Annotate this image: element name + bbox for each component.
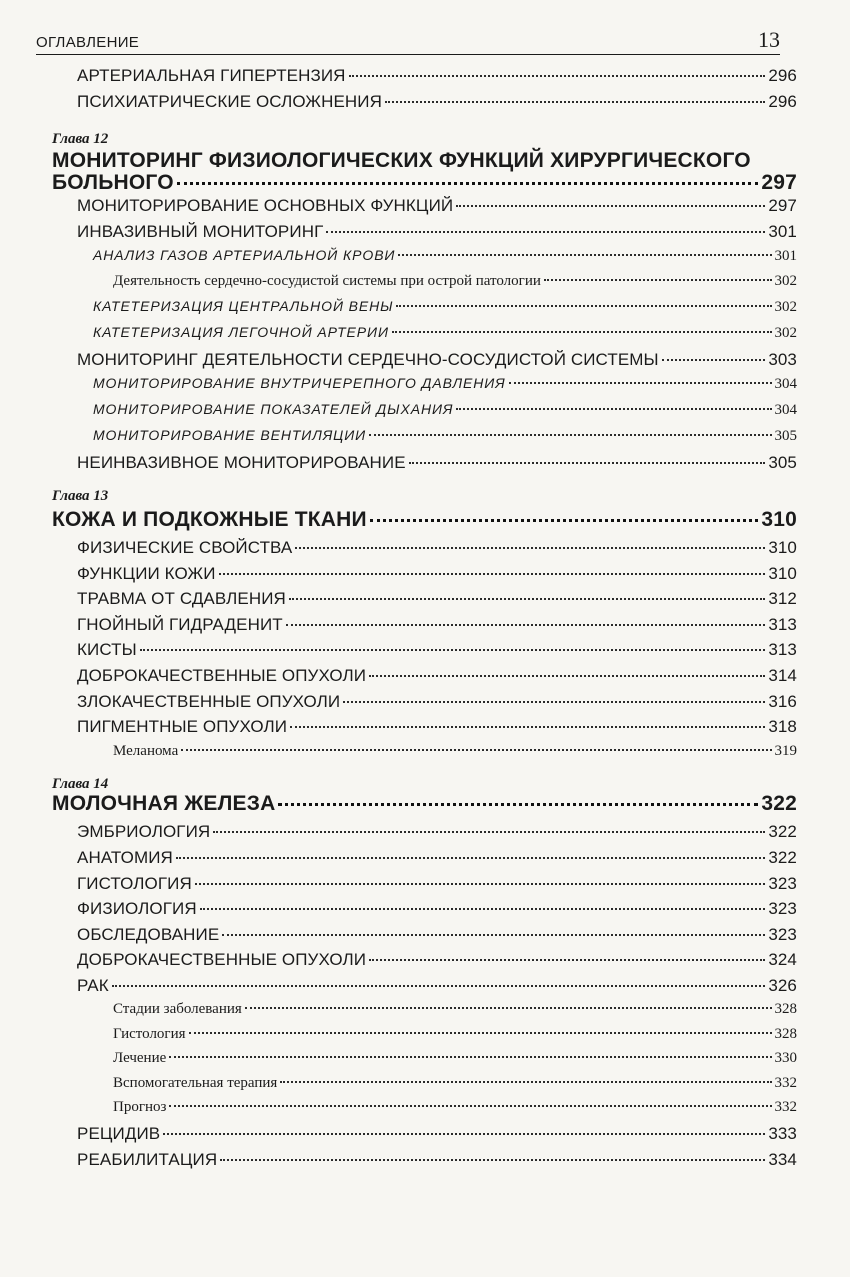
running-header — [36, 26, 780, 55]
toc-subentry[interactable] — [93, 375, 797, 401]
toc-entry-page: 301 — [768, 221, 797, 241]
toc-entry-title: Деятельность сердечно-сосудистой системы при острой патологии — [113, 273, 541, 290]
chapter-title[interactable] — [52, 150, 797, 196]
toc-entry[interactable] — [77, 925, 797, 951]
toc-subentry[interactable] — [93, 324, 797, 350]
dot-leader — [369, 434, 771, 436]
dot-leader — [112, 985, 766, 987]
dot-leader — [544, 279, 772, 281]
toc-entry-title: Гистология — [113, 1025, 186, 1042]
dot-leader — [169, 1105, 771, 1107]
toc-entry-title: РАК — [77, 975, 109, 995]
toc-entry[interactable] — [77, 899, 797, 925]
toc-entry-title: ТРАВМА ОТ СДАВЛЕНИЯ — [77, 589, 286, 609]
dot-leader — [280, 1081, 771, 1083]
chapter-title-text: МОЛОЧНАЯ ЖЕЛЕЗА — [52, 792, 276, 816]
toc-entry-page: 310 — [768, 563, 797, 583]
toc-entry-title: МОНИТОРИРОВАНИЕ ПОКАЗАТЕЛЕЙ ДЫХАНИЯ — [93, 401, 454, 418]
chapter-title-text: КОЖА И ПОДКОЖНЫЕ ТКАНИ — [52, 508, 367, 532]
toc-entry-title: РЕЦИДИВ — [77, 1123, 161, 1143]
dot-leader — [245, 1007, 772, 1009]
toc-entry-page: 305 — [768, 453, 797, 473]
toc-entry-page: 313 — [768, 640, 797, 660]
toc-entry-page: 332 — [774, 1099, 797, 1116]
toc-entry[interactable] — [77, 615, 797, 641]
chapter-page: 310 — [761, 508, 797, 532]
toc-entry-title: МОНИТОРИНГ ДЕЯТЕЛЬНОСТИ СЕРДЕЧНО-СОСУДИСТОЙ СИСТЕМЫ — [77, 349, 659, 369]
toc-entry-title: Прогноз — [113, 1099, 167, 1116]
toc-entry-page: 334 — [768, 1149, 797, 1169]
toc-entry-title: РЕАБИЛИТАЦИЯ — [77, 1149, 218, 1169]
toc-subentry[interactable] — [93, 427, 797, 453]
dot-leader — [396, 305, 771, 307]
toc-entry-page: 326 — [768, 975, 797, 995]
chapter-title[interactable] — [52, 508, 797, 538]
toc-entry-page: 297 — [768, 196, 797, 216]
running-title: ОГЛАВЛЕНИЕ — [36, 34, 140, 51]
toc-entry-page: 324 — [768, 950, 797, 970]
toc-subentry[interactable] — [93, 401, 797, 427]
toc-entry-page: 314 — [768, 666, 797, 686]
dot-leader — [213, 831, 765, 833]
toc-entry[interactable] — [77, 564, 797, 590]
toc-entry-page: 323 — [768, 873, 797, 893]
toc-entry[interactable] — [77, 717, 797, 743]
dot-leader — [289, 598, 765, 600]
chapter-label: Глава 14 — [52, 776, 109, 793]
toc-entry-title: ИНВАЗИВНЫЙ МОНИТОРИНГ — [77, 221, 324, 241]
toc-entry-title: ФУНКЦИИ КОЖИ — [77, 563, 216, 583]
dot-leader — [181, 749, 771, 751]
dot-leader — [140, 649, 766, 651]
dot-leader — [177, 182, 759, 185]
dot-leader — [189, 1032, 772, 1034]
toc-entry[interactable] — [77, 848, 797, 874]
toc-entry-title: КИСТЫ — [77, 640, 137, 660]
toc-entry[interactable] — [77, 66, 797, 92]
toc-entry-page: 302 — [774, 298, 797, 315]
dot-leader — [509, 382, 772, 384]
toc-entry[interactable] — [77, 950, 797, 976]
toc-entry-title: ГНОЙНЫЙ ГИДРАДЕНИТ — [77, 614, 283, 634]
toc-entry-title: Лечение — [113, 1050, 167, 1067]
toc-entry[interactable] — [77, 666, 797, 692]
toc-entry-title: КАТЕТЕРИЗАЦИЯ ЛЕГОЧНОЙ АРТЕРИИ — [93, 323, 389, 340]
toc-entry-title: ДОБРОКАЧЕСТВЕННЫЕ ОПУХОЛИ — [77, 950, 367, 970]
toc-entry-page: 312 — [768, 589, 797, 609]
toc-entry-page: 310 — [768, 538, 797, 558]
dot-leader — [219, 573, 766, 575]
toc-entry-title: ДОБРОКАЧЕСТВЕННЫЕ ОПУХОЛИ — [77, 666, 367, 686]
toc-entry[interactable] — [77, 222, 797, 248]
toc-entry-page: 333 — [768, 1123, 797, 1143]
toc-entry[interactable] — [77, 1124, 797, 1150]
toc-entry[interactable] — [77, 196, 797, 222]
toc-entry-page: 303 — [768, 349, 797, 369]
toc-subentry[interactable] — [93, 298, 797, 324]
toc-entry-page: 296 — [768, 66, 797, 85]
toc-entry-page: 319 — [774, 742, 797, 759]
toc-entry-title: Стадии заболевания — [113, 1001, 242, 1018]
toc-entry-page: 322 — [768, 847, 797, 867]
chapter-page: 297 — [761, 171, 797, 195]
toc-entry-title: ЗЛОКАЧЕСТВЕННЫЕ ОПУХОЛИ — [77, 691, 341, 711]
toc-entry-page: 302 — [774, 324, 797, 341]
toc-subentry[interactable] — [113, 273, 797, 298]
toc-entry-title: КАТЕТЕРИЗАЦИЯ ЦЕНТРАЛЬНОЙ ВЕНЫ — [93, 297, 394, 314]
dot-leader — [392, 331, 772, 333]
dot-leader — [385, 101, 765, 103]
toc-subentry[interactable] — [113, 1075, 797, 1100]
page-number: 13 — [758, 27, 780, 52]
chapter-title-line: МОНИТОРИНГ ФИЗИОЛОГИЧЕСКИХ ФУНКЦИЙ ХИРУРГИЧЕСКОГО — [52, 149, 751, 173]
toc-entry-title: АНАТОМИЯ — [77, 847, 173, 867]
toc-entry-page: 328 — [774, 1025, 797, 1042]
chapter-title-line: БОЛЬНОГО — [52, 171, 174, 195]
toc-entry-page: 330 — [774, 1050, 797, 1067]
toc-entry-page: 322 — [768, 822, 797, 842]
toc-entry-title: Меланома — [113, 742, 179, 759]
dot-leader — [176, 857, 765, 859]
toc-entry-title: АНАЛИЗ ГАЗОВ АРТЕРИАЛЬНОЙ КРОВИ — [93, 247, 396, 264]
dot-leader — [286, 624, 766, 626]
dot-leader — [409, 462, 766, 464]
dot-leader — [369, 675, 765, 677]
dot-leader — [169, 1056, 771, 1058]
toc-subentry[interactable] — [113, 1050, 797, 1075]
toc-content — [52, 66, 797, 1175]
toc-entry-title: Вспомогательная терапия — [113, 1074, 278, 1091]
toc-entry[interactable] — [77, 453, 797, 479]
toc-entry-title: НЕИНВАЗИВНОЕ МОНИТОРИРОВАНИЕ — [77, 453, 406, 473]
toc-entry[interactable] — [77, 640, 797, 666]
toc-entry-title: МОНИТОРИРОВАНИЕ ВЕНТИЛЯЦИИ — [93, 427, 367, 444]
toc-entry-title: АРТЕРИАЛЬНАЯ ГИПЕРТЕНЗИЯ — [77, 66, 346, 85]
toc-entry-page: 296 — [768, 91, 797, 111]
toc-entry-title: ГИСТОЛОГИЯ — [77, 873, 192, 893]
dot-leader — [370, 519, 759, 522]
toc-entry-page: 302 — [774, 273, 797, 290]
dot-leader — [222, 934, 765, 936]
dot-leader — [349, 75, 766, 77]
toc-subentry[interactable] — [113, 1001, 797, 1026]
toc-entry[interactable] — [77, 692, 797, 718]
toc-entry-title: ПСИХИАТРИЧЕСКИЕ ОСЛОЖНЕНИЯ — [77, 91, 382, 111]
chapter-page: 322 — [761, 792, 797, 816]
toc-entry[interactable] — [77, 874, 797, 900]
toc-entry-title: ФИЗИЧЕСКИЕ СВОЙСТВА — [77, 538, 293, 558]
toc-entry-page: 318 — [768, 717, 797, 737]
toc-entry[interactable] — [77, 92, 797, 118]
toc-entry-title: ОБСЛЕДОВАНИЕ — [77, 924, 220, 944]
toc-entry-page: 332 — [774, 1074, 797, 1091]
dot-leader — [290, 726, 765, 728]
dot-leader — [456, 408, 771, 410]
toc-entry-title: ПИГМЕНТНЫЕ ОПУХОЛИ — [77, 717, 288, 737]
toc-entry[interactable] — [77, 1150, 797, 1176]
dot-leader — [220, 1159, 765, 1161]
toc-entry-page: 316 — [768, 691, 797, 711]
toc-entry-page: 313 — [768, 614, 797, 634]
toc-entry[interactable] — [77, 538, 797, 564]
toc-subentry[interactable] — [113, 1026, 797, 1051]
toc-subentry[interactable] — [113, 1099, 797, 1124]
toc-entry-page: 304 — [774, 402, 797, 419]
toc-subentry[interactable] — [93, 247, 797, 273]
toc-entry-title: ФИЗИОЛОГИЯ — [77, 899, 197, 919]
dot-leader — [295, 547, 765, 549]
toc-entry[interactable] — [77, 822, 797, 848]
dot-leader — [662, 359, 766, 361]
toc-entry-page: 305 — [774, 428, 797, 445]
toc-entry-page: 328 — [774, 1001, 797, 1018]
dot-leader — [278, 803, 758, 806]
chapter-title[interactable] — [52, 792, 797, 822]
dot-leader — [369, 959, 765, 961]
toc-entry-page: 301 — [774, 248, 797, 265]
dot-leader — [326, 231, 765, 233]
dot-leader — [163, 1133, 765, 1135]
dot-leader — [343, 701, 765, 703]
toc-subentry[interactable] — [113, 743, 797, 768]
dot-leader — [195, 883, 765, 885]
toc-entry[interactable] — [77, 976, 797, 1002]
toc-entry-page: 304 — [774, 376, 797, 393]
dot-leader — [200, 908, 766, 910]
toc-entry-page: 323 — [768, 924, 797, 944]
chapter-label: Глава 13 — [52, 488, 109, 505]
toc-entry-page: 323 — [768, 899, 797, 919]
toc-entry-title: МОНИТОРИРОВАНИЕ ВНУТРИЧЕРЕПНОГО ДАВЛЕНИЯ — [93, 375, 506, 392]
toc-entry-title: ЭМБРИОЛОГИЯ — [77, 822, 211, 842]
chapter-label: Глава 12 — [52, 131, 109, 148]
toc-entry-title: МОНИТОРИРОВАНИЕ ОСНОВНЫХ ФУНКЦИЙ — [77, 196, 454, 216]
toc-entry[interactable] — [77, 589, 797, 615]
toc-entry[interactable] — [77, 350, 797, 376]
dot-leader — [456, 205, 765, 207]
dot-leader — [398, 254, 771, 256]
